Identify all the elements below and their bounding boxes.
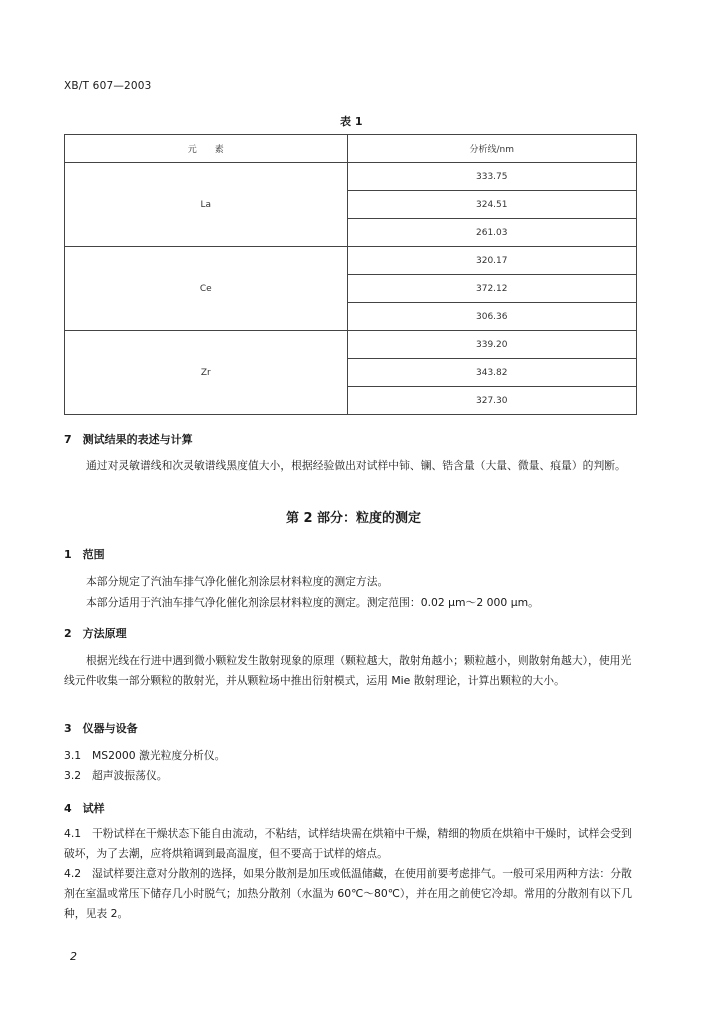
part-2-title: 第 2 部分：粒度的测定 [285, 511, 422, 526]
section-7-heading: 7 测试结果的表述与计算 [64, 433, 193, 446]
element-cell: La [65, 163, 348, 247]
instrument-heading: 3 仪器与设备 [64, 722, 138, 735]
table-caption: 表 1 [340, 115, 363, 128]
section-7-body: 通过对灵敏谱线和次灵敏谱线黑度值大小，根据经验做出对试样中铈、镧、锆含量（大量、微量、痕量）的判断。 [86, 459, 626, 472]
element-wavelength-table [64, 134, 637, 415]
wavelength-cell: 372.12 [347, 275, 637, 303]
instrument-item: 3.1 MS2000 激光粒度分析仪。 [64, 749, 226, 762]
table-header-row [65, 135, 637, 163]
principle-heading: 2 方法原理 [64, 627, 127, 640]
scope-paragraph-1: 本部分规定了汽油车排气净化催化剂涂层材料粒度的测定方法。 [86, 575, 389, 588]
wavelength-cell: 306.36 [347, 303, 637, 331]
col-header-element: 元 素 [65, 135, 348, 163]
wavelength-cell: 320.17 [347, 247, 637, 275]
wavelength-cell: 339.20 [347, 331, 637, 359]
table-row [65, 247, 637, 275]
table-row [65, 163, 637, 191]
element-cell: Ce [65, 247, 348, 331]
principle-paragraph: 根据光线在行进中遇到微小颗粒发生散射现象的原理（颗粒越大，散射角越小；颗粒越小，则散射角越大），使用光线元件收集一部分颗粒的散射光，并从颗粒场中推出衍射模式，运用 Mie 散射理论，计算出颗粒的大小。 [64, 654, 632, 687]
wavelength-cell: 333.75 [347, 163, 637, 191]
sample-paragraph-4-2: 4.2 湿试样要注意对分散剂的选择，如果分散剂是加压或低温储藏，在使用前要考虑排气。一般可采用两种方法：分散剂在室温或常压下储存几小时脱气；加热分散剂（水温为 60℃～80℃），并在用之前使它冷却。常用的分散剂有以下几种，见表 2。 [64, 867, 633, 920]
col-header-wavelength: 分析线/nm [347, 135, 637, 163]
page-number: 2 [70, 950, 77, 963]
scope-heading: 1 范围 [64, 548, 105, 561]
instrument-item: 3.2 超声波振荡仪。 [64, 769, 168, 782]
wavelength-cell: 327.30 [347, 387, 637, 415]
table-row [65, 331, 637, 359]
standard-number: XB/T 607—2003 [64, 80, 152, 92]
scope-paragraph-2: 本部分适用于汽油车排气净化催化剂涂层材料粒度的测定。测定范围：0.02 μm～2 000 μm。 [86, 596, 539, 609]
wavelength-cell: 343.82 [347, 359, 637, 387]
sample-paragraph-4-1: 4.1 干粉试样在干燥状态下能自由流动，不粘结，试样结块需在烘箱中干燥，精细的物质在烘箱中干燥时，试样会受到破坏，为了去潮，应将烘箱调到最高温度，但不要高于试样的熔点。 [64, 827, 632, 860]
element-cell: Zr [65, 331, 348, 415]
wavelength-cell: 261.03 [347, 219, 637, 247]
wavelength-cell: 324.51 [347, 191, 637, 219]
sample-heading: 4 试样 [64, 802, 105, 815]
